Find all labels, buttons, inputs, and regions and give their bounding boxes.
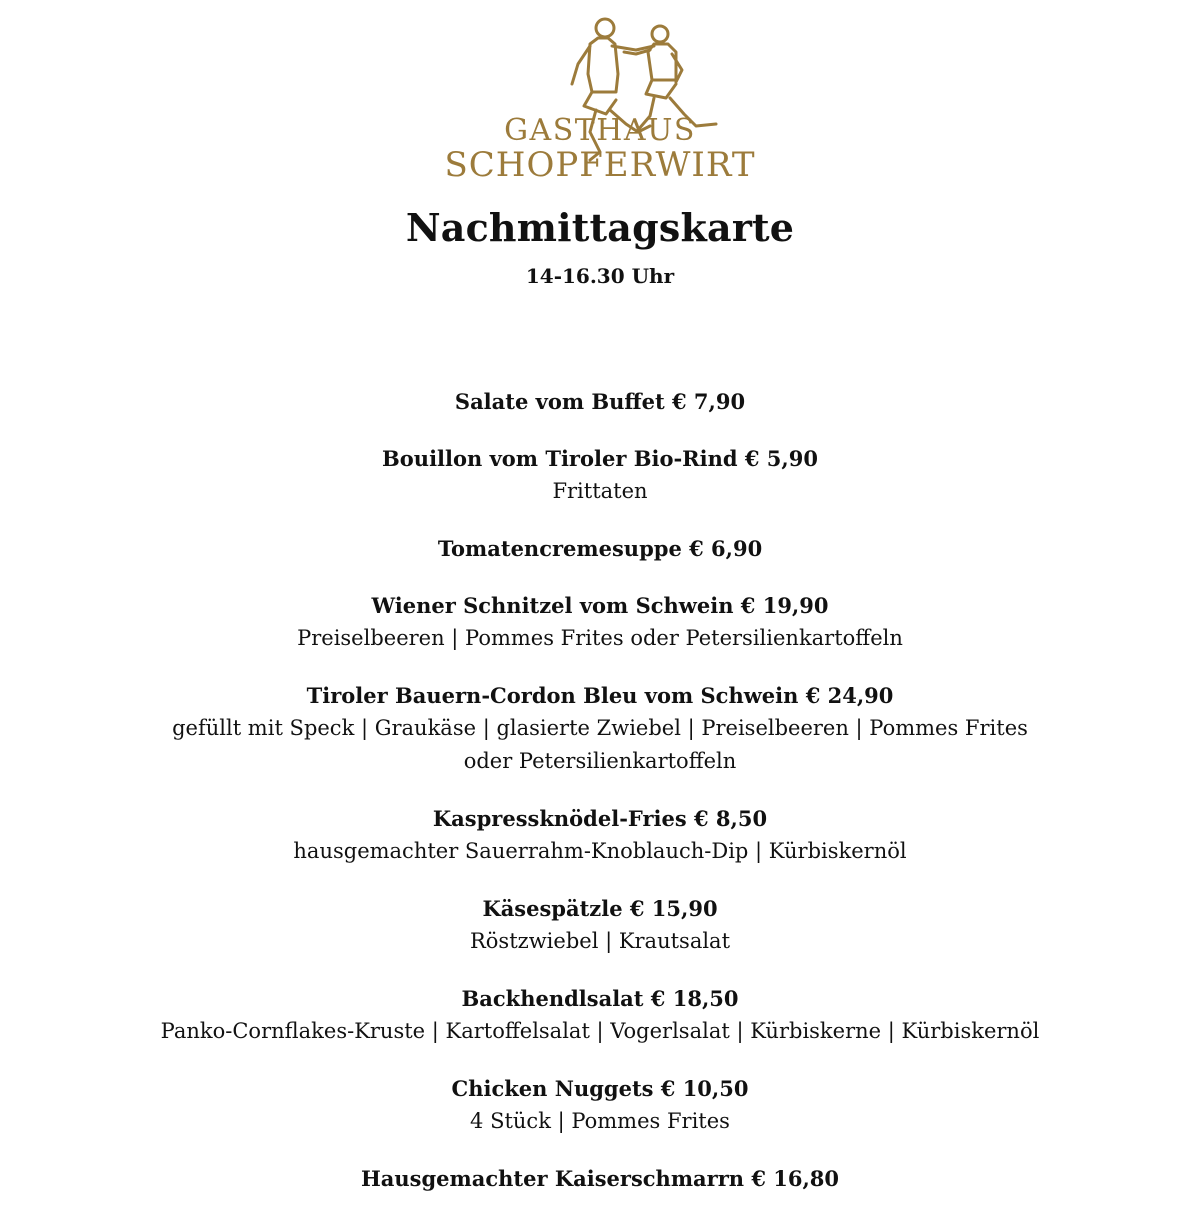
menu-item [150,442,1050,508]
restaurant-logo [440,14,760,186]
logo-line1: GASTHAUS [504,113,696,148]
menu-item-name: Kaspressknödel-Fries € 8,50 [432,806,768,831]
menu-item [150,1162,1050,1195]
wrestlers-logo-graphic [440,14,760,186]
menu-item [150,532,1050,565]
menu-item [150,679,1050,778]
menu-item-description: Panko-Cornflakes-Kruste | Kartoffelsalat | Vogerlsalat | Kürbiskerne | Kürbiskernöl [160,1019,1040,1043]
menu-item-description: hausgemachter Sauerrahm-Knoblauch-Dip | Kürbiskernöl [293,839,907,863]
menu-item-name: Tiroler Bauern-Cordon Bleu vom Schwein € 24,90 [306,683,894,708]
menu-item [150,1072,1050,1138]
menu-item [150,892,1050,958]
right-wrestler-torso [648,44,676,80]
right-wrestler-head [652,26,668,42]
menu-item-description: 4 Stück | Pommes Frites [470,1109,730,1133]
menu-item-description: Preiselbeeren | Pommes Frites oder Petersilienkartoffeln [297,626,903,650]
opening-hours: 14-16.30 Uhr [525,264,675,288]
menu-item [150,589,1050,655]
menu-item-name: Tomatencremesuppe € 6,90 [437,536,763,561]
page-title: Nachmittagskarte [405,205,795,250]
menu-item-description: Röstzwiebel | Krautsalat [469,929,731,953]
menu-item [150,982,1050,1048]
menu-item [150,802,1050,868]
menu-item-name: Chicken Nuggets € 10,50 [451,1076,749,1101]
left-wrestler-head [596,19,614,37]
logo-line2: SCHOPFERWIRT [444,145,756,185]
menu-item-name: Backhendlsalat € 18,50 [461,986,739,1011]
menu-item-name: Wiener Schnitzel vom Schwein € 19,90 [371,593,829,618]
menu-item-description: gefüllt mit Speck | Graukäse | glasierte Zwiebel | Preiselbeeren | Pommes Frites oder Petersilienkartoffeln [172,716,1028,773]
right-wrestler-shorts [646,80,676,98]
menu-item [150,385,1050,418]
menu-item-name: Hausgemachter Kaiserschmarrn € 16,80 [360,1166,840,1191]
menu-item-name: Salate vom Buffet € 7,90 [454,389,746,414]
menu-item-name: Käsespätzle € 15,90 [482,896,718,921]
menu-item-name: Bouillon vom Tiroler Bio-Rind € 5,90 [382,446,818,471]
menu-item-description: Frittaten [552,479,648,503]
menu-list [150,385,1050,1219]
